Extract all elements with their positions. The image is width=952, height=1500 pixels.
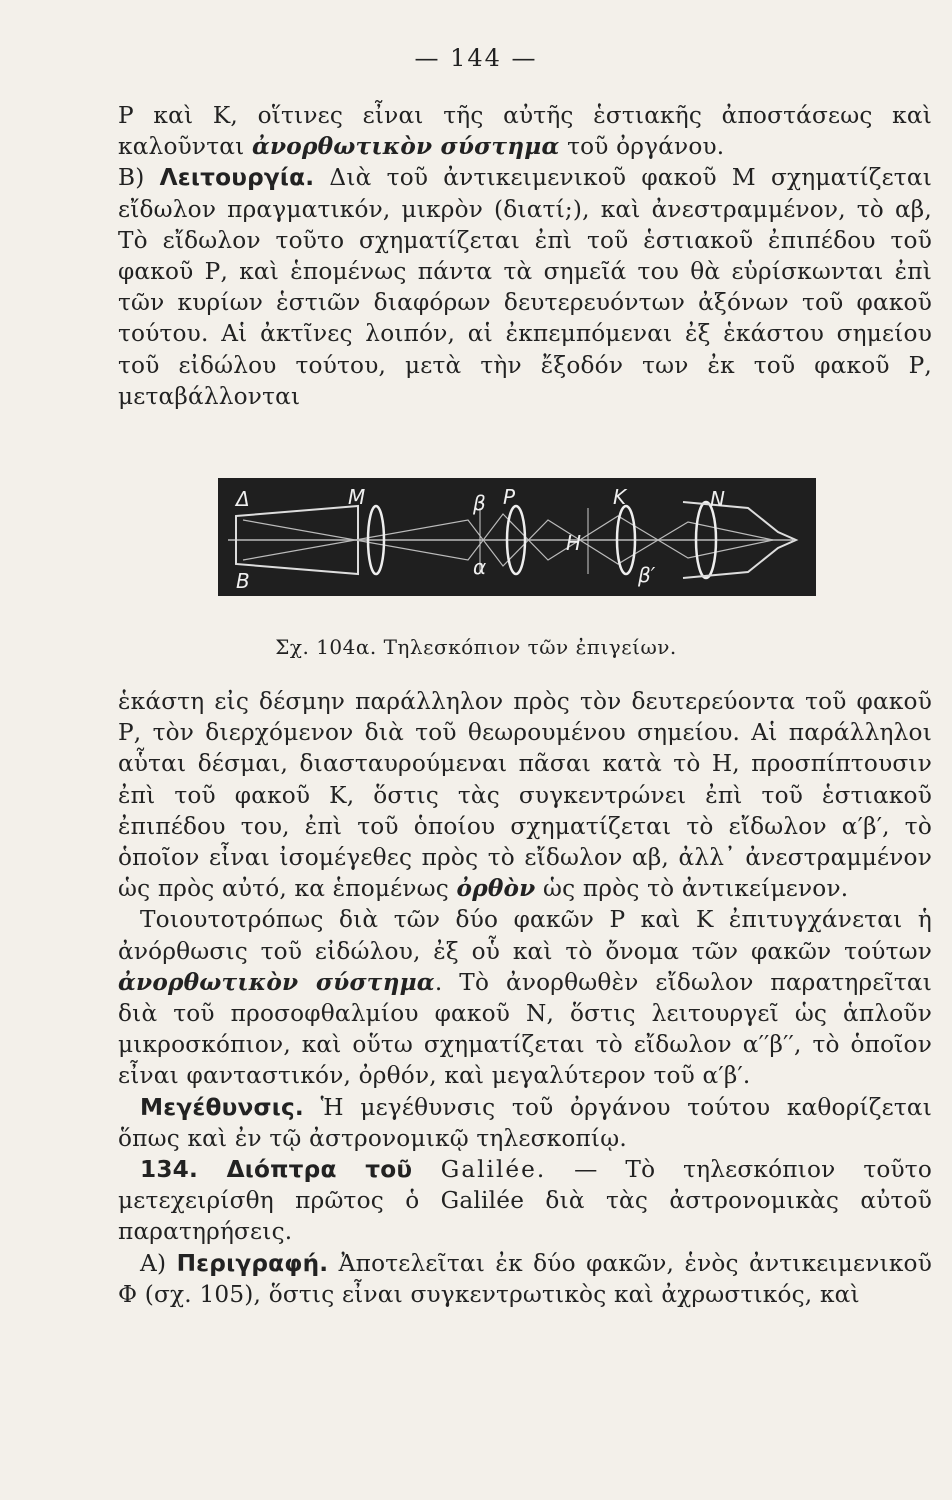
paragraph-galilee: 134. Διόπτρα τοῦ Galilée. — Τὸ τηλεσκόπιον τοῦτο μετεχειρίσθη πρῶτος ὁ Galilée διὰ τὰς ἀστρονομικὰς αὐτοῦ παρατηρήσεις.: [118, 1156, 932, 1246]
label-p: Ρ: [503, 485, 516, 509]
label-h: Η: [566, 531, 582, 555]
label-delta: Δ: [236, 487, 250, 511]
paragraph-4: Τοιουτοτρόπως διὰ τῶν δύο φακῶν Ρ καὶ Κ ἐπιτυγχάνεται ἡ ἀνόρθωσις τοῦ εἰδώλου, ἐξ οὗ καὶ τὸ ὄνομα τῶν φακῶν τούτων ἀνορθωτικὸν σύστημα. Τὸ ἀνορθωθὲν εἴδωλον παρατηρεῖται διὰ τοῦ προσοφθαλμίου φακοῦ Ν, ὅστις λειτουργεῖ ὡς ἁπλοῦν μικροσκόπιον, καὶ οὕτω σχηματίζεται τὸ εἴδωλον α′′β′′, τὸ ὁποῖον εἶναι φανταστικόν, ὀρθόν, καὶ μεγαλύτερον τοῦ α′β′.: [118, 906, 932, 1090]
label-k: Κ: [613, 485, 627, 509]
label-b: Β: [236, 569, 250, 593]
label-alpha: α: [473, 555, 487, 579]
label-beta: β: [473, 491, 486, 515]
label-m: Μ: [348, 485, 366, 509]
label-beta-prime: β′: [638, 563, 656, 587]
term-correcting-system: ἀνορθωτικὸν σύστημα: [251, 133, 560, 161]
paragraph-1: Ρ καὶ Κ, οἵτινες εἶναι τῆς αὐτῆς ἑστιακῆς ἀποστάσεως καὶ καλοῦνται ἀνορθωτικὸν σύστημα τοῦ ὀργάνου.: [118, 102, 932, 161]
term-correcting-system-2: ἀνορθωτικὸν σύστημα: [118, 968, 435, 996]
page-number: — 144 —: [414, 44, 538, 72]
section-title-name: Galilée.: [440, 1156, 547, 1184]
section-title: Διόπτρα τοῦ: [198, 1156, 441, 1184]
figure-caption: Σχ. 104α. Τηλεσκόπιον τῶν ἐπιγείων.: [275, 635, 677, 659]
heading-magnification: Μεγέθυνσις.: [140, 1093, 304, 1121]
heading-description: Περιγραφή.: [176, 1249, 329, 1277]
paragraph-description: Α) Περιγραφή. Ἀποτελεῖται ἐκ δύο φακῶν, ἑνὸς ἀντικειμενικοῦ Φ (σχ. 105), ὅστις εἶναι συγκεντρωτικὸς καὶ ἀχρωστικός, καὶ: [118, 1249, 933, 1308]
top-text-block: [118, 100, 932, 412]
bottom-text-block: [118, 686, 932, 1310]
section-number: 134.: [140, 1156, 199, 1184]
paragraph-operation: Β) Λειτουργία. Διὰ τοῦ ἀντικειμενικοῦ φακοῦ Μ σχηματίζεται εἴδωλον πραγματικόν, μικρὸν (διατί;), καὶ ἀνεστραμμένον, τὸ αβ, Τὸ εἴδωλον τοῦτο σχηματίζεται ἐπὶ τοῦ ἑστιακοῦ ἐπιπέδου τοῦ φακοῦ Ρ, καὶ ἑπομένως πάντα τὰ σημεῖά του θὰ εὑρίσκωνται ἐπὶ τῶν κυρίων ἑστιῶν διαφόρων δευτερευόντων ἀξόνων τοῦ φακοῦ τούτου. Αἱ ἀκτῖνες λοιπόν, αἱ ἐκπεμπόμεναι ἐξ ἑκάστου σημείου τοῦ εἰδώλου τούτου, μετὰ τὴν ἔξοδόν των ἐκ τοῦ φακοῦ Ρ, μεταβάλλονται: [118, 164, 932, 410]
label-n: Ν: [710, 487, 725, 511]
telescope-diagram: [218, 478, 816, 596]
term-upright: ὀρθὸν: [456, 875, 536, 903]
paragraph-3: ἑκάστη εἰς δέσμην παράλληλον πρὸς τὸν δευτερεύοντα τοῦ φακοῦ Ρ, τὸν διερχόμενον διὰ τοῦ θεωρουμένου σημείου. Αἱ παράλληλοι αὗται δέσμαι, διασταυρούμεναι πᾶσαι κατὰ τὸ Η, προσπίπτουσιν ἐπὶ τοῦ φακοῦ Κ, ὅστις τὰς συγκεντρώνει ἐπὶ τοῦ ἑστιακοῦ ἐπιπέδου του, ἐπὶ τοῦ ὁποίου σχηματίζεται τὸ εἴδωλον α′β′, τὸ ὁποῖον εἶναι ἰσομέγεθες πρὸς τὸ εἴδωλον αβ, ἀλλ᾽ ἀνεστραμμένον ὡς πρὸς αὐτό, κα ἑπομένως ὀρθὸν ὡς πρὸς τὸ ἀντικείμενον.: [118, 688, 932, 903]
heading-operation: Λειτουργία.: [159, 164, 315, 192]
paragraph-magnification: Μεγέθυνσις. Ἡ μεγέθυνσις τοῦ ὀργάνου τούτου καθορίζεται ὅπως καὶ ἐν τῷ ἀστρονομικῷ τηλεσκοπίῳ.: [118, 1093, 932, 1152]
